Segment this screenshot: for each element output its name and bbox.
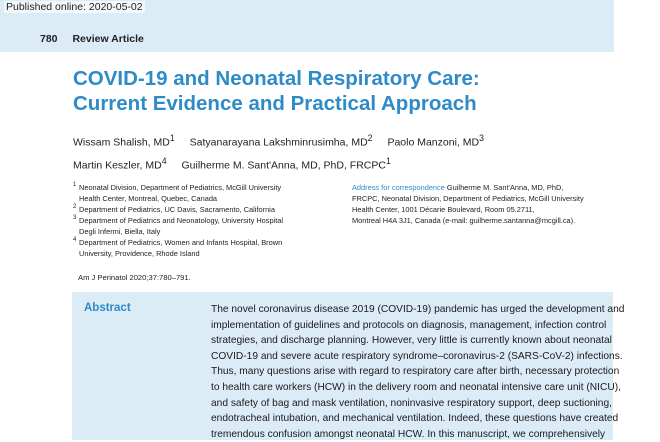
- abstract-line: endotracheal intubation, and mechanical ventilation. Indeed, these questions have created: [211, 413, 619, 425]
- affiliation-line: Department of Pediatrics, UC Davis, Sacramento, California: [79, 205, 275, 214]
- author-name: Guilherme M. Sant'Anna, MD, PhD, FRCPC: [181, 159, 386, 171]
- correspondence-line: FRCPC, Neonatal Division, Department of Pediatrics, McGill University: [352, 194, 584, 203]
- journal-citation: Am J Perinatol 2020;37:780–791.: [78, 273, 191, 282]
- author-list: [73, 129, 633, 174]
- author-affiliation-mark: 1: [385, 155, 391, 166]
- correspondence-line: Montreal H4A 3J1, Canada (e-mail: guilherme.santanna@mcgill.ca).: [352, 216, 576, 225]
- affiliation-number: 2: [73, 204, 77, 210]
- affiliation-item: [73, 204, 328, 215]
- correspondence-line: Health Center, 1001 Décarie Boulevard, Room 05.2711,: [352, 205, 535, 214]
- affiliation-number: 3: [73, 215, 77, 221]
- published-date: Published online: 2020-05-02: [6, 1, 143, 13]
- author-line-1: [73, 129, 633, 152]
- abstract-line: Thus, many questions arise with regard to respiratory care after birth, necessary protection: [211, 366, 620, 378]
- correspondence-address: [352, 182, 624, 226]
- article-title-line-1: COVID-19 and Neonatal Respiratory Care:: [73, 67, 480, 90]
- affiliation-line: Department of Pediatrics and Neonatology, University Hospital: [79, 216, 284, 225]
- affiliations: [73, 182, 328, 259]
- page-number: 780: [40, 33, 58, 45]
- affiliation-line: Health Center, Montreal, Quebec, Canada: [79, 194, 218, 203]
- affiliation-line: Department of Pediatrics, Women and Infants Hospital, Brown: [79, 238, 283, 247]
- author-name: Martin Keszler, MD: [73, 159, 162, 171]
- affiliation-line: Degli Infermi, Biella, Italy: [79, 227, 161, 236]
- article-type: Review Article: [72, 33, 144, 45]
- author-line-2: [73, 152, 633, 175]
- author-affiliation-mark: 1: [169, 133, 175, 143]
- author-name: Paolo Manzoni, MD: [387, 136, 480, 149]
- article-title: [73, 66, 633, 116]
- page-header: [40, 33, 144, 45]
- author-affiliation-mark: 2: [367, 133, 373, 143]
- author-name: Satyanarayana Lakshminrusimha, MD: [189, 136, 368, 149]
- affiliation-item: [73, 182, 328, 204]
- author-name: Wissam Shalish, MD: [73, 136, 170, 149]
- abstract-line: to health care workers (HCW) in the delivery room and neonatal intensive care unit (NICU),: [211, 381, 621, 393]
- abstract-line: strategies, and discharge planning. However, very little is currently known about neonatal: [211, 335, 612, 347]
- correspondence-label: Address for correspondence: [352, 183, 445, 192]
- abstract-heading: Abstract: [84, 302, 131, 314]
- abstract-line: tremendous confusion amongst neonatal HCW. In this manuscript, we comprehensively: [211, 428, 606, 440]
- affiliation-item: [73, 237, 328, 259]
- author-affiliation-mark: 3: [479, 133, 484, 143]
- author-affiliation-mark: 4: [161, 155, 167, 166]
- affiliation-item: [73, 215, 328, 237]
- correspondence-line: Guilherme M. Sant'Anna, MD, PhD,: [446, 183, 564, 192]
- affiliation-number: 1: [73, 182, 77, 188]
- affiliation-line: Neonatal Division, Department of Pediatrics, McGill University: [79, 183, 282, 192]
- abstract-line: implementation of guidelines and protocols on diagnosis, management, infection control: [211, 319, 607, 331]
- article-title-line-2: Current Evidence and Practical Approach: [73, 92, 477, 115]
- affiliation-line: University, Providence, Rhode Island: [79, 249, 200, 258]
- abstract-line: COVID-19 and severe acute respiratory syndrome–coronavirus-2 (SARS-CoV-2) infections.: [211, 350, 623, 362]
- affiliation-number: 4: [73, 237, 77, 243]
- abstract-line: and safety of bag and mask ventilation, noninvasive respiratory support, deep suctioning,: [211, 397, 612, 409]
- abstract-line: The novel coronavirus disease 2019 (COVID-19) pandemic has urged the development and: [211, 304, 625, 315]
- abstract-text: [211, 302, 625, 442]
